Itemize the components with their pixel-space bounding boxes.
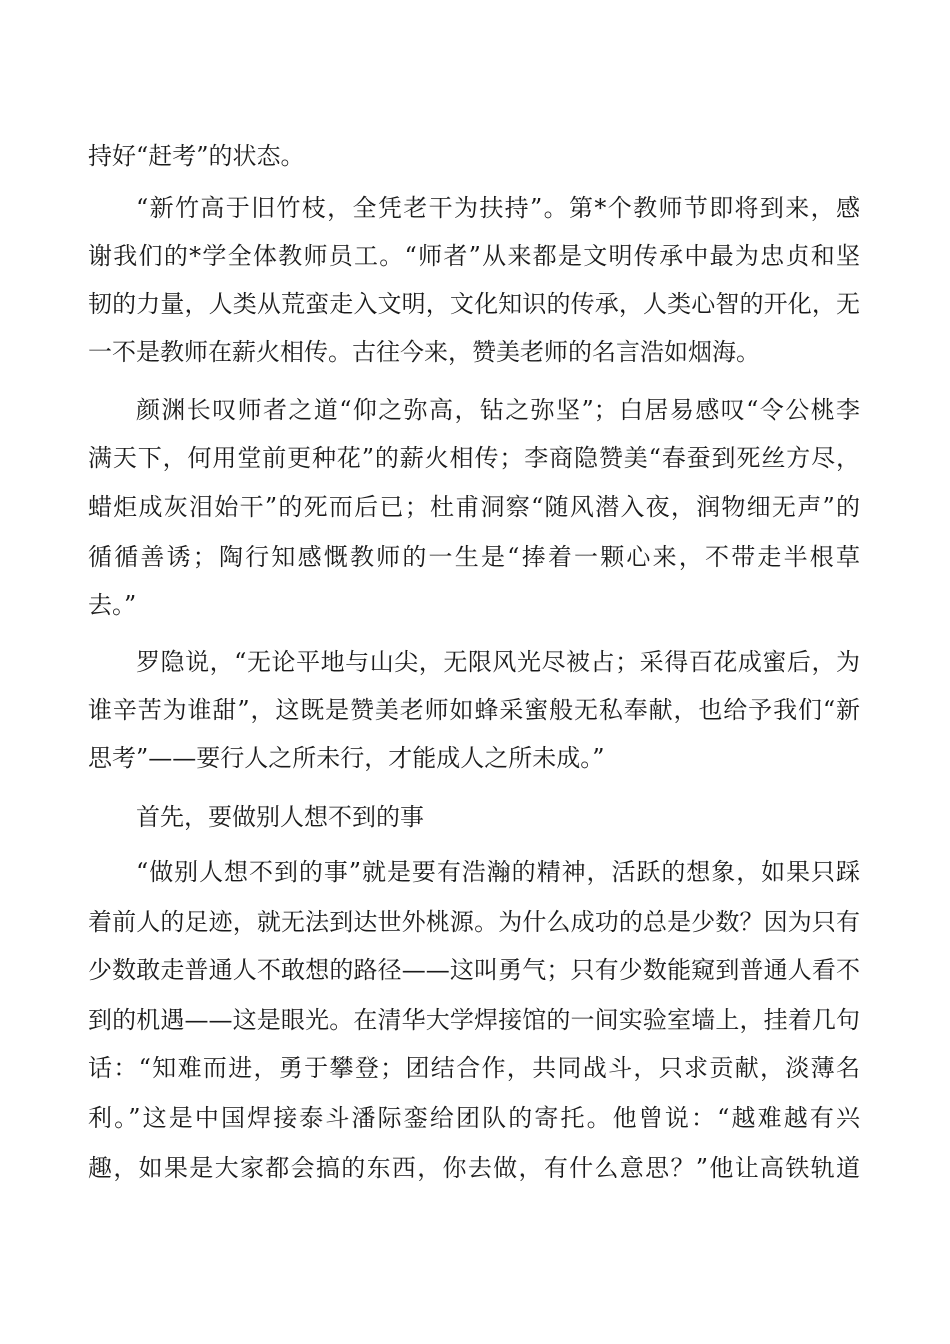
- text-line: 谁辛苦为谁甜”，这既是赞美老师如蜂采蜜般无私奉献，也给予我们“新: [88, 696, 860, 724]
- section-heading: 首先，要做别人想不到的事: [136, 803, 424, 831]
- text-line: 到的机遇——这是眼光。在清华大学焊接馆的一间实验室墙上，挂着几句: [88, 1006, 860, 1034]
- text-line: “做别人想不到的事”就是要有浩瀚的精神，活跃的想象，如果只踩: [136, 858, 860, 886]
- text-line: 利。”这是中国焊接泰斗潘际銮给团队的寄托。他曾说：“越难越有兴: [88, 1104, 860, 1132]
- text-line: 蜡炬成灰泪始干”的死而后已；杜甫洞察“随风潜入夜，润物细无声”的: [88, 493, 860, 521]
- text-line: 话：“知难而进，勇于攀登；团结合作，共同战斗，只求贡献，淡薄名: [88, 1054, 860, 1082]
- text-line: “新竹高于旧竹枝，全凭老干为扶持”。第*个教师节即将到来，感: [136, 194, 860, 222]
- text-line: 少数敢走普通人不敢想的路径——这叫勇气；只有少数能窥到普通人看不: [88, 956, 860, 984]
- text-line: 持好“赶考”的状态。: [88, 142, 305, 170]
- text-line: 循循善诱；陶行知感慨教师的一生是“捧着一颗心来，不带走半根草: [88, 543, 860, 571]
- text-line: 趣，如果是大家都会搞的东西，你去做，有什么意思？”他让高铁轨道: [88, 1154, 860, 1182]
- text-line: 韧的力量，人类从荒蛮走入文明，文化知识的传承，人类心智的开化，无: [88, 290, 860, 318]
- text-line: 思考”——要行人之所未行，才能成人之所未成。”: [88, 744, 605, 772]
- text-line: 一不是教师在薪火相传。古往今来，赞美老师的名言浩如烟海。: [88, 338, 760, 366]
- text-line: 颜渊长叹师者之道“仰之弥高，钻之弥坚”；白居易感叹“令公桃李: [136, 396, 860, 424]
- text-line: 谢我们的*学全体教师员工。“师者”从来都是文明传承中最为忠贞和坚: [88, 242, 860, 270]
- text-line: 着前人的足迹，就无法到达世外桃源。为什么成功的总是少数？因为只有: [88, 908, 860, 936]
- text-line: 去。”: [88, 591, 137, 619]
- text-line: 满天下，何用堂前更种花”的薪火相传；李商隐赞美“春蚕到死丝方尽，: [88, 444, 860, 472]
- text-line: 罗隐说，“无论平地与山尖，无限风光尽被占；采得百花成蜜后，为: [136, 648, 860, 676]
